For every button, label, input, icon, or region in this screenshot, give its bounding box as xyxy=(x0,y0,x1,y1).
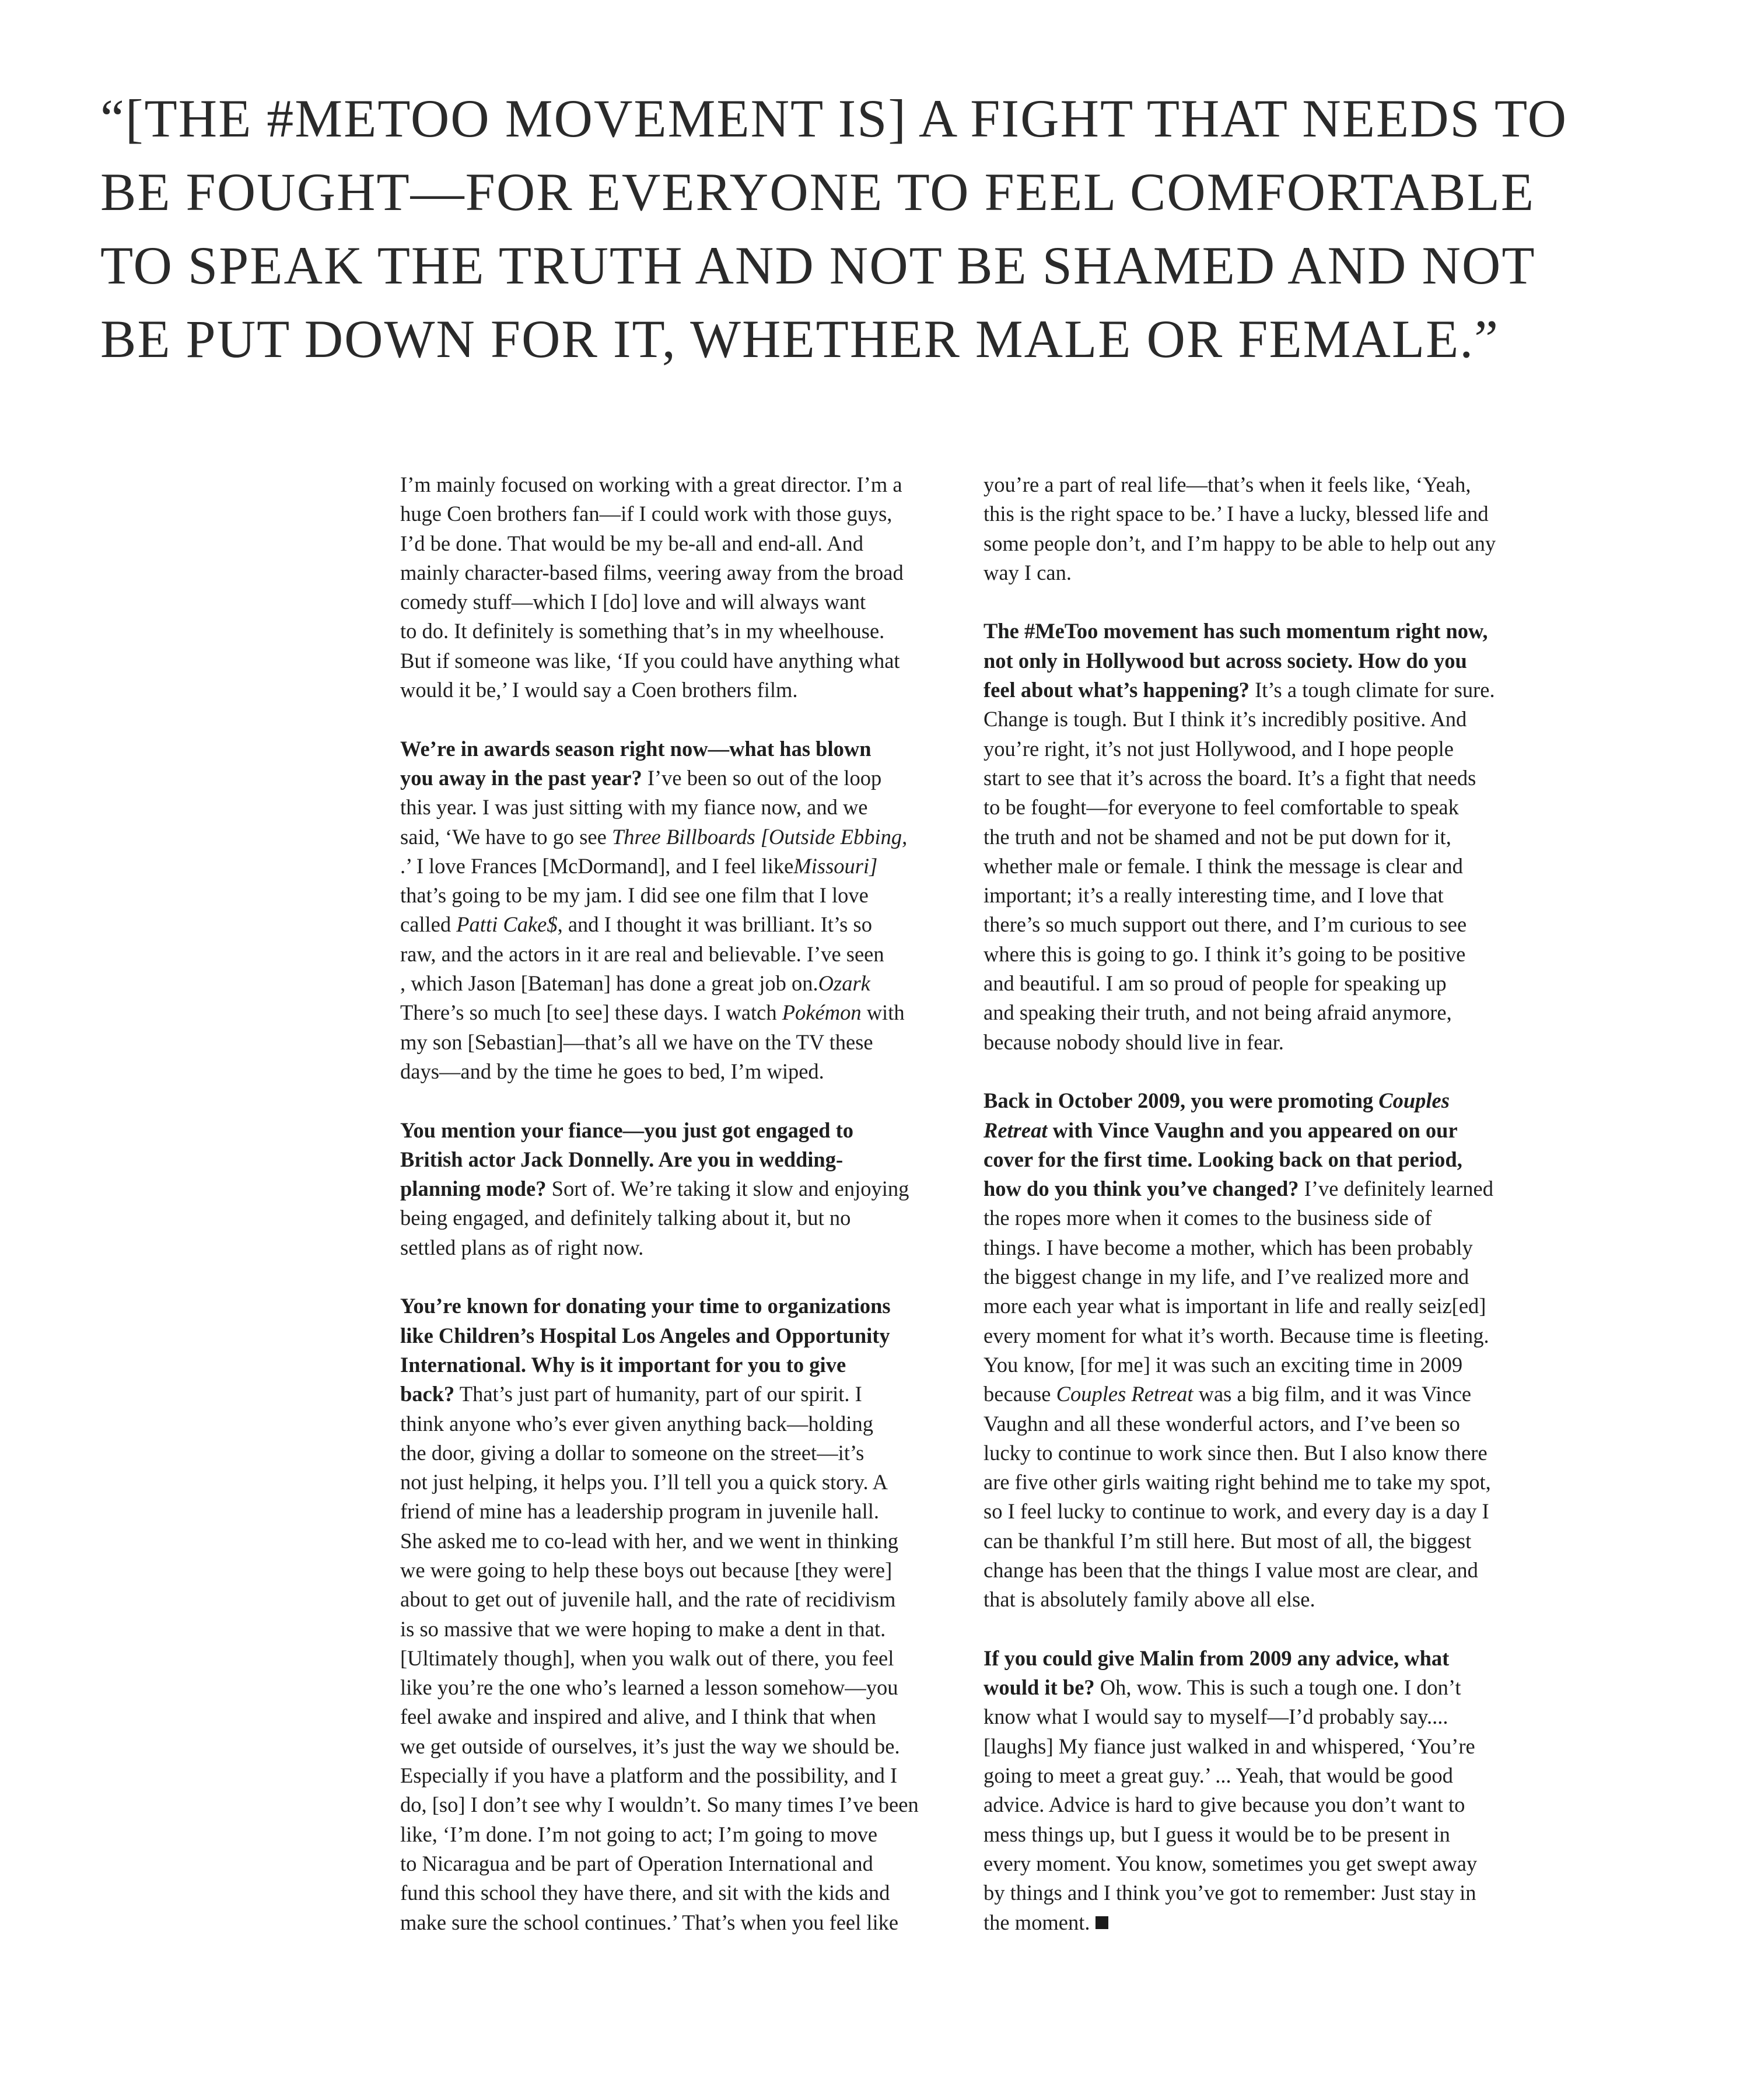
article-line xyxy=(400,1820,960,1849)
answer-text: every moment. You know, sometimes you get swept away xyxy=(984,1851,1478,1875)
answer-text: Sort of. We’re taking it slow and enjoying xyxy=(546,1177,909,1201)
answer-text: days—and by the time he goes to bed, I’m wiped. xyxy=(400,1059,824,1083)
answer-text: start to see that it’s across the board. It’s a fight that needs xyxy=(984,765,1476,790)
answer-text: and beautiful. I am so proud of people for speaking up xyxy=(984,971,1447,996)
article-line xyxy=(984,734,1544,764)
article-paragraph xyxy=(984,1086,1544,1614)
article-line xyxy=(984,881,1544,910)
answer-text: way I can. xyxy=(984,560,1072,584)
article-line xyxy=(984,646,1544,676)
pull-quote xyxy=(100,82,1675,376)
article-line xyxy=(984,1556,1544,1585)
article-line xyxy=(984,1878,1544,1908)
article-line xyxy=(984,1321,1544,1350)
answer-text: Vaughn and all these wonderful actors, and I’ve been so xyxy=(984,1411,1460,1436)
right-column xyxy=(984,470,1544,1966)
answer-text: called xyxy=(400,912,457,937)
article-line xyxy=(400,1292,960,1321)
answer-text: where this is going to go. I think it’s going to be positive xyxy=(984,942,1466,966)
article-line xyxy=(400,998,960,1027)
article-line xyxy=(984,1262,1544,1292)
article-line xyxy=(400,1057,960,1086)
interview-question: If you could give Malin from 2009 any advice, what xyxy=(984,1646,1450,1670)
answer-text: the ropes more when it comes to the business side of xyxy=(984,1206,1432,1230)
answer-text: Change is tough. But I think it’s incredibly positive. And xyxy=(984,707,1467,732)
answer-text: to do. It definitely is something that’s in my wheelhouse. xyxy=(400,619,885,643)
pull-quote-line: BE PUT DOWN FOR IT, WHETHER MALE OR FEMALE.” xyxy=(100,309,1500,369)
article-line xyxy=(984,1438,1544,1468)
answer-text: She asked me to co-lead with her, and we went in thinking xyxy=(400,1528,899,1553)
article-line xyxy=(984,1292,1544,1321)
article-line xyxy=(984,940,1544,969)
pull-quote-line: BE FOUGHT—FOR EVERYONE TO FEEL COMFORTABLE xyxy=(100,162,1535,222)
article-line xyxy=(400,822,960,852)
answer-text: I’d be done. That would be my be-all and end-all. And xyxy=(400,531,863,555)
article-line xyxy=(984,529,1544,558)
article-line xyxy=(984,1673,1544,1702)
answer-text: lucky to continue to work since then. But I also know there xyxy=(984,1440,1488,1465)
answer-text: Especially if you have a platform and the possibility, and I xyxy=(400,1763,898,1788)
answer-text: do, [so] I don’t see why I wouldn’t. So many times I’ve been xyxy=(400,1793,919,1817)
answer-text: But if someone was like, ‘If you could have anything what xyxy=(400,648,900,673)
answer-text: I’ve definitely learned xyxy=(1298,1177,1493,1201)
answer-text: Oh, wow. This is such a tough one. I don’t xyxy=(1094,1675,1461,1700)
title-italic: Missouri] xyxy=(793,853,878,878)
interview-question: British actor Jack Donnelly. Are you in wedding- xyxy=(400,1147,844,1171)
article-line xyxy=(400,676,960,705)
answer-text: whether male or female. I think the message is clear and xyxy=(984,853,1463,878)
answer-text: change has been that the things I value most are clear, and xyxy=(984,1558,1478,1582)
answer-text: you’re a part of real life—that’s when it feels like, ‘Yeah, xyxy=(984,473,1471,496)
answer-text: the door, giving a dollar to someone on the street—it’s xyxy=(400,1440,864,1465)
answer-text: It’s a tough climate for sure. xyxy=(1249,678,1495,702)
answer-text: being engaged, and definitely talking about it, but no xyxy=(400,1206,851,1230)
interview-question: back? xyxy=(400,1382,455,1406)
answer-text: mainly character-based films, veering away from the broad xyxy=(400,560,904,584)
answer-text: we were going to help these boys out because [they were] xyxy=(400,1558,892,1582)
answer-text: that is absolutely family above all else. xyxy=(984,1587,1315,1612)
answer-text: that’s going to be my jam. I did see one film that I love xyxy=(400,883,869,908)
title-italic: Pokémon xyxy=(782,1000,862,1025)
article-line xyxy=(984,499,1544,528)
article-line xyxy=(984,910,1544,939)
article-line xyxy=(400,1145,960,1174)
interview-question: like Children’s Hospital Los Angeles and Opportunity xyxy=(400,1323,890,1348)
answer-text: about to get out of juvenile hall, and the rate of recidivism xyxy=(400,1587,896,1612)
title-italic: Patti Cake$ xyxy=(456,912,558,937)
answer-text: by things and I think you’ve got to remember: Just stay in xyxy=(984,1881,1476,1905)
article-line xyxy=(400,1556,960,1585)
interview-question: you away in the past year? xyxy=(400,765,642,790)
article-line xyxy=(400,499,960,528)
answer-text: would it be,’ I would say a Coen brothers film. xyxy=(400,678,798,702)
article-line xyxy=(400,734,960,764)
answer-text: some people don’t, and I’m happy to be able to help out any xyxy=(984,531,1496,555)
article-line xyxy=(400,1438,960,1468)
article-line xyxy=(984,558,1544,587)
answer-text: the moment. xyxy=(984,1910,1090,1934)
article-line xyxy=(400,1527,960,1556)
answer-text: this is the right space to be.’ I have a lucky, blessed life and xyxy=(984,502,1489,526)
answer-text: things. I have become a mother, which has been probably xyxy=(984,1235,1473,1259)
article-line xyxy=(984,1409,1544,1438)
article-line xyxy=(400,646,960,676)
answer-text: fund this school they have there, and sit with the kids and xyxy=(400,1881,890,1905)
interview-question-title: Couples xyxy=(1378,1088,1450,1113)
article-line xyxy=(400,940,960,969)
article-paragraph xyxy=(400,470,960,705)
answer-text: mess things up, but I guess it would be to be present in xyxy=(984,1822,1450,1846)
answer-text: because nobody should live in fear. xyxy=(984,1030,1284,1054)
answer-text: important; it’s a really interesting time, and I love that xyxy=(984,883,1444,908)
article-line xyxy=(984,1145,1544,1174)
article-line xyxy=(984,1790,1544,1819)
article-line xyxy=(984,793,1544,822)
interview-question: You’re known for donating your time to organizations xyxy=(400,1294,891,1318)
interview-question: planning mode? xyxy=(400,1177,547,1201)
article-line xyxy=(400,852,960,881)
article-line xyxy=(400,881,960,910)
answer-text: feel awake and inspired and alive, and I think that when xyxy=(400,1704,876,1729)
article-line xyxy=(400,1673,960,1702)
title-italic: Couples Retreat xyxy=(1056,1382,1194,1406)
interview-question: with Vince Vaughn and you appeared on our xyxy=(1047,1118,1458,1142)
article-line xyxy=(984,1028,1544,1057)
answer-text: make sure the school continues.’ That’s when you feel like xyxy=(400,1910,899,1934)
article-line xyxy=(984,1644,1544,1673)
article-line xyxy=(984,1086,1544,1115)
article-line xyxy=(984,969,1544,998)
answer-text: you’re right, it’s not just Hollywood, and I hope people xyxy=(984,736,1454,761)
answer-text: the biggest change in my life, and I’ve realized more and xyxy=(984,1265,1469,1289)
answer-text: said, ‘We have to go see xyxy=(400,824,612,849)
answer-text: and speaking their truth, and not being afraid anymore, xyxy=(984,1000,1452,1025)
article-line xyxy=(400,1585,960,1614)
article-line xyxy=(400,1908,960,1937)
article-line xyxy=(984,705,1544,734)
answer-text: are five other girls waiting right behind me to take my spot, xyxy=(984,1470,1491,1494)
answer-text: is so massive that we were hoping to make a dent in that. xyxy=(400,1616,886,1641)
article-line xyxy=(400,764,960,793)
article-line xyxy=(984,1233,1544,1262)
article-paragraph xyxy=(400,1292,960,1937)
article-line xyxy=(400,793,960,822)
answer-text: like you’re the one who’s learned a lesson somehow—you xyxy=(400,1675,898,1700)
article-line xyxy=(400,617,960,646)
answer-text: there’s so much support out there, and I’m curious to see xyxy=(984,912,1467,937)
article-line xyxy=(400,1497,960,1526)
answer-text: know what I would say to myself—I’d probably say.... xyxy=(984,1704,1448,1729)
answer-text: settled plans as of right now. xyxy=(400,1235,644,1259)
pull-quote-line: TO SPEAK THE TRUTH AND NOT BE SHAMED AND NOT xyxy=(100,236,1536,295)
article-line xyxy=(400,1350,960,1380)
article-paragraph xyxy=(400,734,960,1087)
answer-text: my son [Sebastian]—that’s all we have on the TV these xyxy=(400,1030,873,1054)
article-line xyxy=(400,1203,960,1233)
answer-text: That’s just part of humanity, part of our spirit. I xyxy=(454,1382,862,1406)
article-line xyxy=(984,764,1544,793)
article-line xyxy=(400,969,960,998)
article-paragraph xyxy=(984,617,1544,1056)
answer-text: not just helping, it helps you. I’ll tell you a quick story. A xyxy=(400,1470,888,1494)
interview-question: You mention your fiance—you just got engaged to xyxy=(400,1118,853,1142)
interview-question: International. Why is it important for you to give xyxy=(400,1352,846,1377)
title-italic: Ozark xyxy=(818,971,870,996)
interview-question-title: Retreat xyxy=(984,1118,1048,1142)
answer-text: advice. Advice is hard to give because you don’t want to xyxy=(984,1793,1465,1817)
answer-text: [laughs] My fiance just walked in and whispered, ‘You’re xyxy=(984,1734,1475,1758)
end-mark-icon xyxy=(1096,1916,1108,1929)
interview-question: cover for the first time. Looking back on that period, xyxy=(984,1147,1462,1171)
answer-text: comedy stuff—which I [do] love and will always want xyxy=(400,590,866,614)
article-line xyxy=(984,1908,1544,1937)
interview-question: The #MeToo movement has such momentum right now, xyxy=(984,619,1488,643)
answer-text: huge Coen brothers fan—if I could work with those guys, xyxy=(400,502,892,526)
answer-text: going to meet a great guy.’ ... Yeah, that would be good xyxy=(984,1763,1453,1788)
article-line xyxy=(984,1820,1544,1849)
article-line xyxy=(984,617,1544,646)
article-line xyxy=(400,1116,960,1145)
title-italic: Three Billboards [Outside Ebbing, xyxy=(611,824,908,849)
article-line xyxy=(984,998,1544,1027)
pull-quote-line: “[THE #METOO MOVEMENT IS] A FIGHT THAT NEEDS TO xyxy=(100,89,1568,148)
answer-text: this year. I was just sitting with my fiance now, and we xyxy=(400,795,868,820)
article-line xyxy=(984,1732,1544,1761)
answer-text: friend of mine has a leadership program in juvenile hall. xyxy=(400,1499,879,1524)
answer-text: every moment for what it’s worth. Because time is fleeting. xyxy=(984,1323,1489,1348)
article-line xyxy=(984,1761,1544,1790)
article-line xyxy=(400,910,960,939)
answer-text: , which Jason [Bateman] has done a great job on. xyxy=(400,971,818,996)
article-line xyxy=(984,1468,1544,1497)
answer-text: I’ve been so out of the loop xyxy=(642,765,882,790)
answer-text: to be fought—for everyone to feel comfortable to speak xyxy=(984,795,1459,820)
answer-text: can be thankful I’m still here. But most of all, the biggest xyxy=(984,1528,1472,1553)
answer-text: think anyone who’s ever given anything back—holding xyxy=(400,1411,873,1436)
article-line xyxy=(984,1350,1544,1380)
article-line xyxy=(400,558,960,587)
article-line xyxy=(400,1174,960,1203)
answer-text: so I feel lucky to continue to work, and every day is a day I xyxy=(984,1499,1489,1524)
article-line xyxy=(400,1878,960,1908)
answer-text: with xyxy=(861,1000,905,1025)
article-line xyxy=(984,1702,1544,1731)
article-line xyxy=(984,1585,1544,1614)
answer-text: I’m mainly focused on working with a great director. I’m a xyxy=(400,473,902,496)
article-line xyxy=(984,1174,1544,1203)
article-line xyxy=(984,1116,1544,1145)
article-line xyxy=(400,1790,960,1819)
answer-text: to Nicaragua and be part of Operation International and xyxy=(400,1851,873,1875)
article-line xyxy=(984,1527,1544,1556)
answer-text: was a big film, and it was Vince xyxy=(1193,1382,1472,1406)
interview-question: not only in Hollywood but across society. How do you xyxy=(984,648,1467,673)
article-line xyxy=(400,587,960,617)
article-paragraph xyxy=(984,470,1544,587)
answer-text: like, ‘I’m done. I’m not going to act; I’m going to move xyxy=(400,1822,878,1846)
answer-text: because xyxy=(984,1382,1056,1406)
answer-text: There’s so much [to see] these days. I watch xyxy=(400,1000,782,1025)
answer-text: raw, and the actors in it are real and believable. I’ve seen xyxy=(400,942,884,966)
article-line xyxy=(400,1849,960,1878)
answer-text: we get outside of ourselves, it’s just the way we should be. xyxy=(400,1734,900,1758)
article-line xyxy=(400,1644,960,1673)
article-line xyxy=(984,470,1544,499)
article-line xyxy=(984,1497,1544,1526)
article-paragraph xyxy=(400,1116,960,1262)
answer-text: the truth and not be shamed and not be put down for it, xyxy=(984,824,1451,849)
article-line xyxy=(400,1732,960,1761)
answer-text: more each year what is important in life and really seiz[ed] xyxy=(984,1294,1486,1318)
article-line xyxy=(400,1321,960,1350)
interview-question: We’re in awards season right now—what has blown xyxy=(400,736,872,761)
article-line xyxy=(400,470,960,499)
article-line xyxy=(984,1849,1544,1878)
article-line xyxy=(400,1761,960,1790)
article-line xyxy=(400,1702,960,1731)
article-line xyxy=(984,1203,1544,1233)
answer-text: , and I thought it was brilliant. It’s so xyxy=(557,912,872,937)
article-line xyxy=(400,1468,960,1497)
article-line xyxy=(400,1380,960,1409)
interview-question: Back in October 2009, you were promoting xyxy=(984,1088,1379,1113)
article-line xyxy=(400,1028,960,1057)
answer-text: .’ I love Frances [McDormand], and I feel like xyxy=(400,853,794,878)
answer-text: [Ultimately though], when you walk out of there, you feel xyxy=(400,1646,894,1670)
article-line xyxy=(984,676,1544,705)
left-column xyxy=(400,470,960,1966)
interview-question: how do you think you’ve changed? xyxy=(984,1177,1299,1201)
article-line xyxy=(984,1380,1544,1409)
article-line xyxy=(400,1409,960,1438)
interview-question: feel about what’s happening? xyxy=(984,678,1250,702)
article-line xyxy=(984,822,1544,852)
article-line xyxy=(400,529,960,558)
interview-question: would it be? xyxy=(984,1675,1095,1700)
answer-text: You know, [for me] it was such an exciting time in 2009 xyxy=(984,1352,1463,1377)
article-line xyxy=(400,1615,960,1644)
article-paragraph xyxy=(984,1644,1544,1937)
article-line xyxy=(400,1233,960,1262)
article-line xyxy=(984,852,1544,881)
